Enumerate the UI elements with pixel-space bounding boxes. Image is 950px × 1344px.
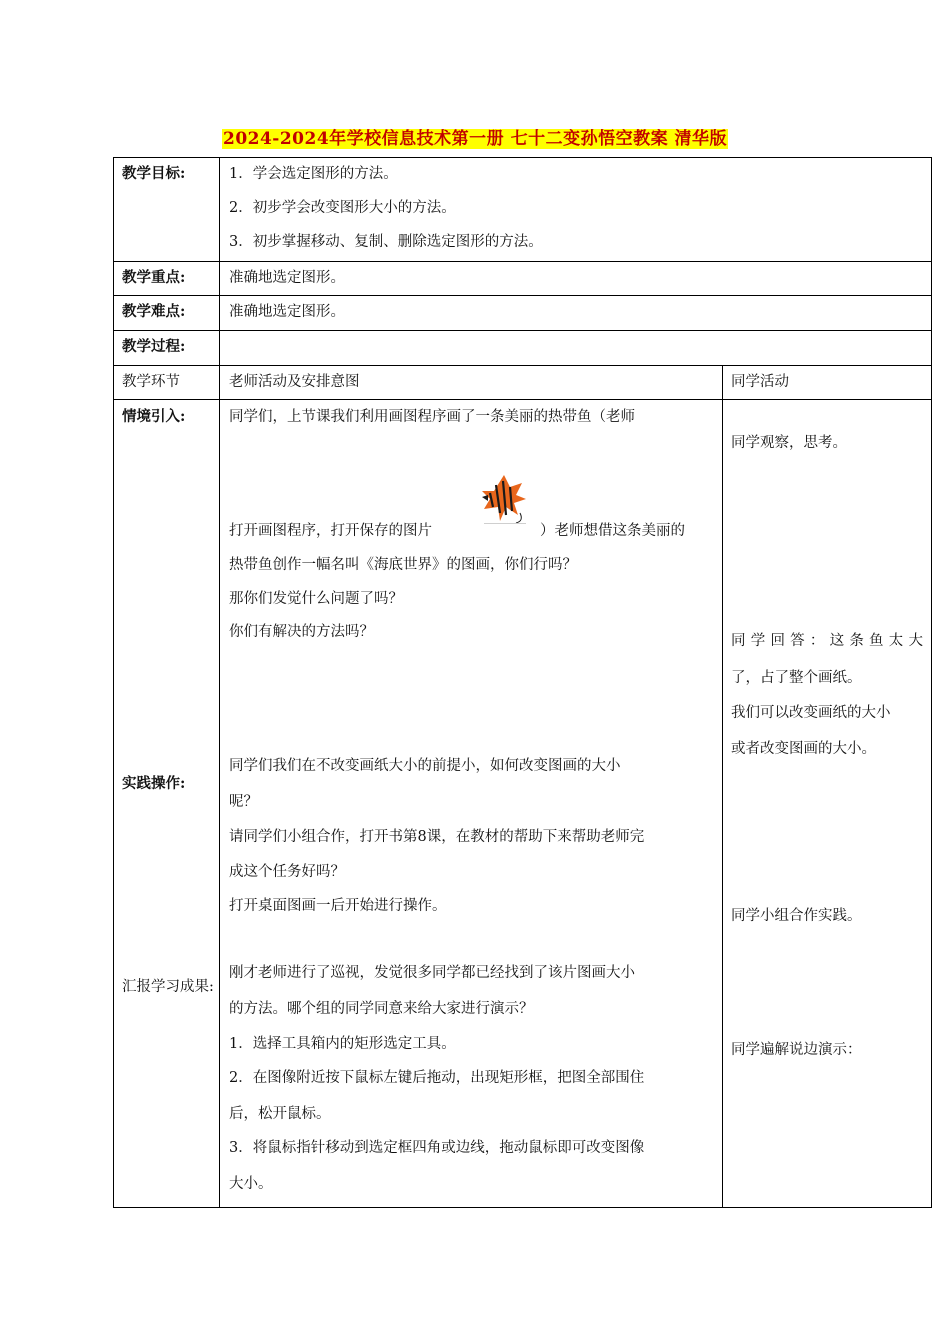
teacher-text: 2．在图像附近按下鼠标左键后拖动，出现矩形框，把图全部围住 [229, 1070, 645, 1086]
column-header: 教学环节 [122, 374, 180, 390]
teacher-text: 的方法。哪个组的同学同意来给大家进行演示？ [229, 1001, 534, 1017]
stage-practice: 实践操作: [122, 775, 186, 792]
page-title: 2024-2024年学校信息技术第一册 七十二变孙悟空教案 清华版 [222, 129, 728, 149]
key-point-text: 准确地选定图形。 [229, 270, 345, 286]
student-text: 同学观察，思考。 [731, 435, 847, 451]
goal-item: 3．初步掌握移动、复制、删除选定图形的方法。 [229, 234, 543, 250]
key-point-label: 教学重点: [122, 269, 186, 286]
teacher-text: 打开画图程序，打开保存的图片 [229, 523, 432, 539]
process-label: 教学过程: [122, 338, 186, 355]
teacher-text: 那你们发觉什么问题了吗？ [229, 591, 403, 607]
teacher-text: 后，松开鼠标。 [229, 1106, 331, 1122]
tropical-fish-icon [476, 473, 532, 525]
teacher-text: ）老师想借这条美丽的 [540, 523, 685, 539]
column-header: 老师活动及安排意图 [229, 374, 360, 390]
teacher-text: 打开桌面图画一后开始进行操作。 [229, 898, 447, 914]
teacher-text: 请同学们小组合作，打开书第8课，在教材的帮助下来帮助老师完 [229, 829, 645, 845]
student-text: 了，占了整个画纸。 [731, 670, 862, 686]
teacher-text: 大小。 [229, 1176, 273, 1192]
goal-item: 1．学会选定图形的方法。 [229, 166, 398, 182]
teacher-text: 3．将鼠标指针移动到选定框四角或边线，拖动鼠标即可改变图像 [229, 1140, 645, 1156]
stage-intro: 情境引入: [122, 408, 186, 425]
goal-item: 2．初步学会改变图形大小的方法。 [229, 200, 456, 216]
student-text: 同学小组合作实践。 [731, 908, 862, 924]
student-text: 或者改变图画的大小。 [731, 741, 876, 757]
teacher-text: 你们有解决的方法吗？ [229, 624, 374, 640]
teacher-text: 呢？ [229, 794, 258, 810]
teacher-text: 1．选择工具箱内的矩形选定工具。 [229, 1036, 456, 1052]
teacher-text: 成这个任务好吗？ [229, 864, 345, 880]
difficulty-text: 准确地选定图形。 [229, 304, 345, 320]
teacher-text: 刚才老师进行了巡视，发觉很多同学都已经找到了该片图画大小 [229, 965, 635, 981]
teacher-text: 同学们我们在不改变画纸大小的前提小，如何改变图画的大小 [229, 758, 621, 774]
student-text: 同学回答：这条鱼太大 [731, 633, 923, 649]
teacher-text: 同学们，上节课我们利用画图程序画了一条美丽的热带鱼（老师 [229, 409, 635, 425]
goals-label: 教学目标: [122, 165, 186, 182]
difficulty-label: 教学难点: [122, 303, 186, 320]
teacher-text: 热带鱼创作一幅名叫《海底世界》的图画，你们行吗？ [229, 557, 577, 573]
column-header: 同学活动 [731, 374, 789, 390]
student-text: 我们可以改变画纸的大小 [731, 705, 891, 721]
student-text: 同学遍解说边演示： [731, 1042, 862, 1058]
stage-report: 汇报学习成果: [122, 979, 214, 995]
